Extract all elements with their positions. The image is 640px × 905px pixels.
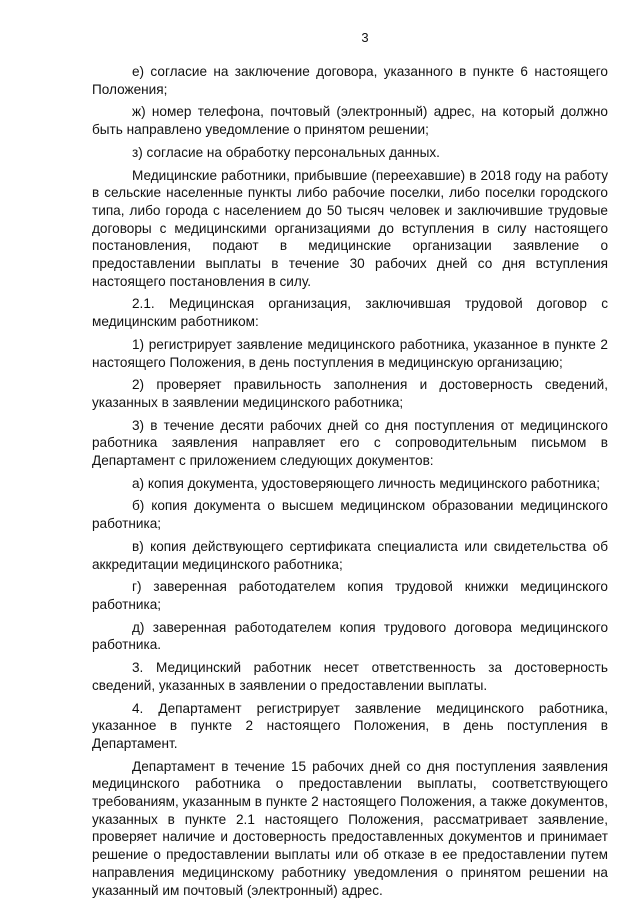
paragraph-subitem-1: 1) регистрирует заявление медицинского работника, указанное в пункте 2 настоящего Положения, в день поступления в медицинскую организацию; (92, 336, 608, 370)
paragraph-department-review: Департамент в течение 15 рабочих дней со дня поступления заявления медицинского работника о предоставлении выплаты, соответствующего требованиям, указанным в пункте 2 настоящего Положения, а также документов, указанных в пункте 2.1 настоящего Положения, рассматривает заявление, проверяет наличие и достоверность предоставленных документов и принимает решение о предоставлении выплаты или об отказе в ее предоставлении путем направления медицинскому работнику уведомления о принятом решении на указанный им почтовый (электронный) адрес. (92, 758, 608, 898)
paragraph-transitional-provision: Медицинские работники, прибывшие (переехавшие) в 2018 году на работу в сельские населенные пункты либо рабочие поселки, либо поселки городского типа, либо города с населением до 50 тысяч человек и заключившие трудовые договоры с медицинскими организациями до вступления в силу настоящего постановления, подают в медицинские организации заявление о предоставлении выплаты в течение 30 рабочих дней со дня вступления настоящего постановления в силу. (92, 167, 608, 289)
page-number: 3 (361, 30, 369, 45)
paragraph-item-e: е) согласие на заключение договора, указанного в пункте 6 настоящего Положения; (92, 64, 608, 97)
paragraph-section-3: 3. Медицинский работник несет ответственность за достоверность сведений, указанных в заявлении о предоставлении выплаты. (92, 660, 608, 693)
paragraph-subitem-3: 3) в течение десяти рабочих дней со дня поступления от медицинского работника заявления направляет его с сопроводительным письмом в Департамент с приложением следующих документов: (92, 417, 608, 469)
paragraph-document-b: б) копия документа о высшем медицинском образовании медицинского работника; (92, 498, 608, 532)
paragraph-subitem-2: 2) проверяет правильность заполнения и достоверность сведений, указанных в заявлении медицинского работника; (92, 377, 608, 410)
paragraph-document-v: в) копия действующего сертификата специалиста или свидетельства об аккредитации медицинского работника; (92, 538, 608, 572)
paragraph-item-z: з) согласие на обработку персональных данных. (132, 144, 440, 160)
paragraph-item-zh: ж) номер телефона, почтовый (электронный) адрес, на который должно быть направлено уведомление о принятом решении; (92, 104, 608, 138)
paragraph-section-4: 4. Департамент регистрирует заявление медицинского работника, указанное в пункте 2 настоящего Положения, в день поступления в Департамент. (92, 700, 608, 751)
paragraph-document-d: д) заверенная работодателем копия трудового договора медицинского работника. (92, 619, 608, 653)
paragraph-section-2-1: 2.1. Медицинская организация, заключившая трудовой договор с медицинским работником: (92, 296, 608, 330)
paragraph-document-g: г) заверенная работодателем копия трудовой книжки медицинского работника; (92, 579, 608, 612)
paragraph-document-a: а) копия документа, удостоверяющего личность медицинского работника; (132, 475, 601, 491)
